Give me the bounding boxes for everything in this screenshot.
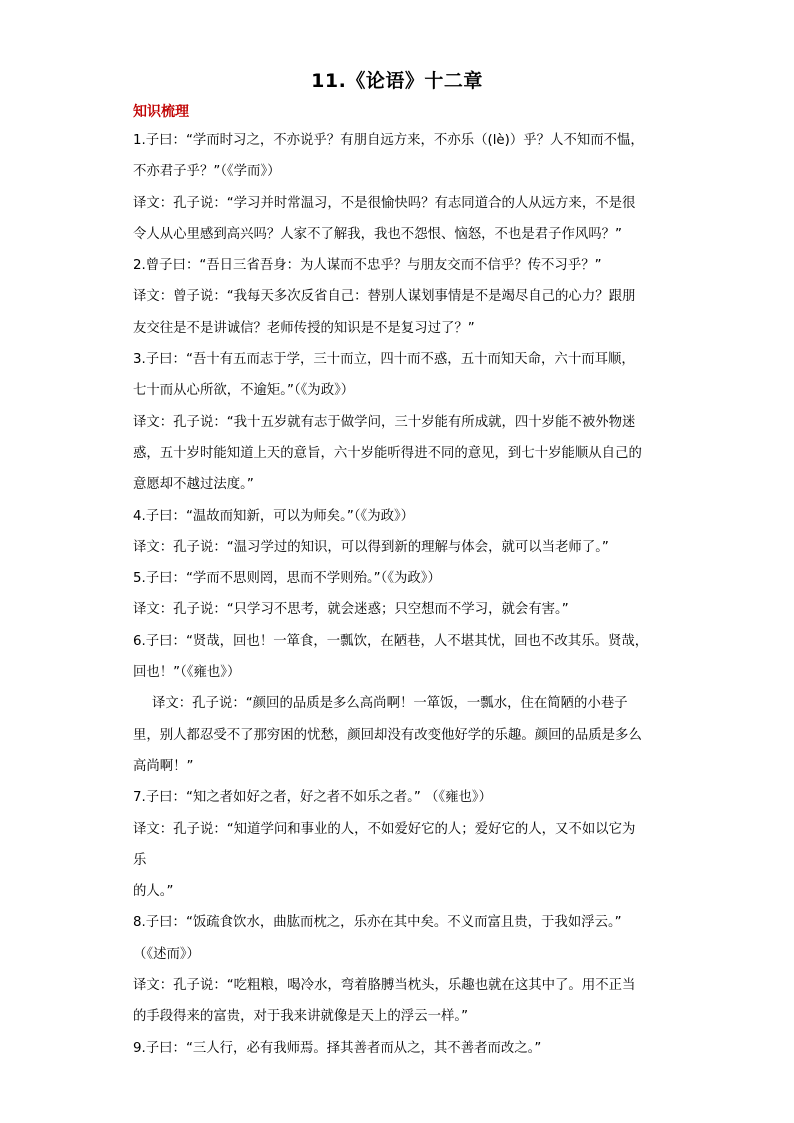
text-line: 译文：孔子说：“学习并时常温习，不是很愉快吗？有志同道合的人从远方来，不是很 xyxy=(133,195,636,211)
text-line: 里，别人都忍受不了那穷困的忧愁，颜回却没有改变他好学的乐趣。颜回的品质是多么 xyxy=(133,727,642,743)
text-line: 的手段得来的富贵，对于我来讲就像是天上的浮云一样。” xyxy=(133,1009,469,1025)
text-line: 乐 xyxy=(133,852,147,868)
text-line: （《述而》） xyxy=(133,946,200,962)
text-line: 七十而从心所欲，不逾矩。”（《为政》） xyxy=(133,383,355,399)
text-line: 8.子曰：“饭疏食饮水，曲肱而枕之，乐亦在其中矣。不义而富且贵，于我如浮云。” xyxy=(133,915,622,931)
text-line: 2.曾子曰：“吾日三省吾身：为人谋而不忠乎？与朋友交而不信乎？传不习乎？” xyxy=(133,258,602,274)
text-line: 译文：孔子说：“吃粗粮，喝冷水，弯着胳膊当枕头，乐趣也就在这其中了。用不正当 xyxy=(133,978,636,994)
text-line: 令人从心里感到高兴吗？人家不了解我，我也不怨恨、恼怒，不也是君子作风吗？” xyxy=(133,226,622,242)
text-line: 回也！”（《雍也》） xyxy=(133,665,241,681)
text-line: 的人。” xyxy=(133,884,174,900)
text-line: 友交往是不是讲诚信？老师传授的知识是不是复习过了？” xyxy=(133,320,475,336)
text-line: 译文：孔子说：“温习学过的知识，可以得到新的理解与体会，就可以当老师了。” xyxy=(133,539,609,555)
text-line: 9.子曰：“三人行，必有我师焉。择其善者而从之，其不善者而改之。” xyxy=(133,1040,542,1056)
text-line: 译文：孔子说：“只学习不思考，就会迷惑；只空想而不学习，就会有害。” xyxy=(133,602,569,618)
text-line: 1.子曰：“学而时习之，不亦说乎？有朋自远方来，不亦乐（(lè)）乎？人不知而不愠， xyxy=(133,133,644,148)
text-line: 4.子曰：“温故而知新，可以为师矣。”（《为政》） xyxy=(133,508,415,524)
text-line: 译文：孔子说：“知道学问和事业的人，不如爱好它的人；爱好它的人，又不如以它为 xyxy=(133,821,636,837)
text-line: 译文：孔子说：“我十五岁就有志于做学问，三十岁能有所成就，四十岁能不被外物迷 xyxy=(133,414,636,430)
text-line: 6.子曰：“贤哉，回也！一箪食，一瓢饮，在陋巷，人不堪其忧，回也不改其乐。贤哉， xyxy=(133,633,649,649)
document-body xyxy=(133,125,673,1064)
section-heading: 知识梳理 xyxy=(133,104,189,120)
text-line: 不亦君子乎？”（《学而》） xyxy=(133,164,281,180)
text-line: 意愿却不越过法度。” xyxy=(133,477,254,493)
text-line: 译文：孔子说：“颜回的品质是多么高尚啊！一箪饭，一瓢水，住在简陋的小巷子 xyxy=(152,696,628,712)
text-line: 高尚啊！” xyxy=(133,758,194,774)
text-line: 5.子曰：“学而不思则罔，思而不学则殆。”（《为政》） xyxy=(133,571,441,587)
text-line: 3.子曰：“吾十有五而志于学，三十而立，四十而不惑，五十而知天命，六十而耳顺， xyxy=(133,352,635,368)
text-line: 7.子曰：“知之者如好之者，好之者不如乐之者。” （《雍也》） xyxy=(133,790,492,806)
document-title: 11.《论语》十二章 xyxy=(311,70,483,92)
text-line: 译文：曾子说：“我每天多次反省自己：替别人谋划事情是不是竭尽自己的心力？跟朋 xyxy=(133,289,636,305)
text-line: 惑，五十岁时能知道上天的意旨，六十岁能听得进不同的意见，到七十岁能顺从自己的 xyxy=(133,445,642,461)
